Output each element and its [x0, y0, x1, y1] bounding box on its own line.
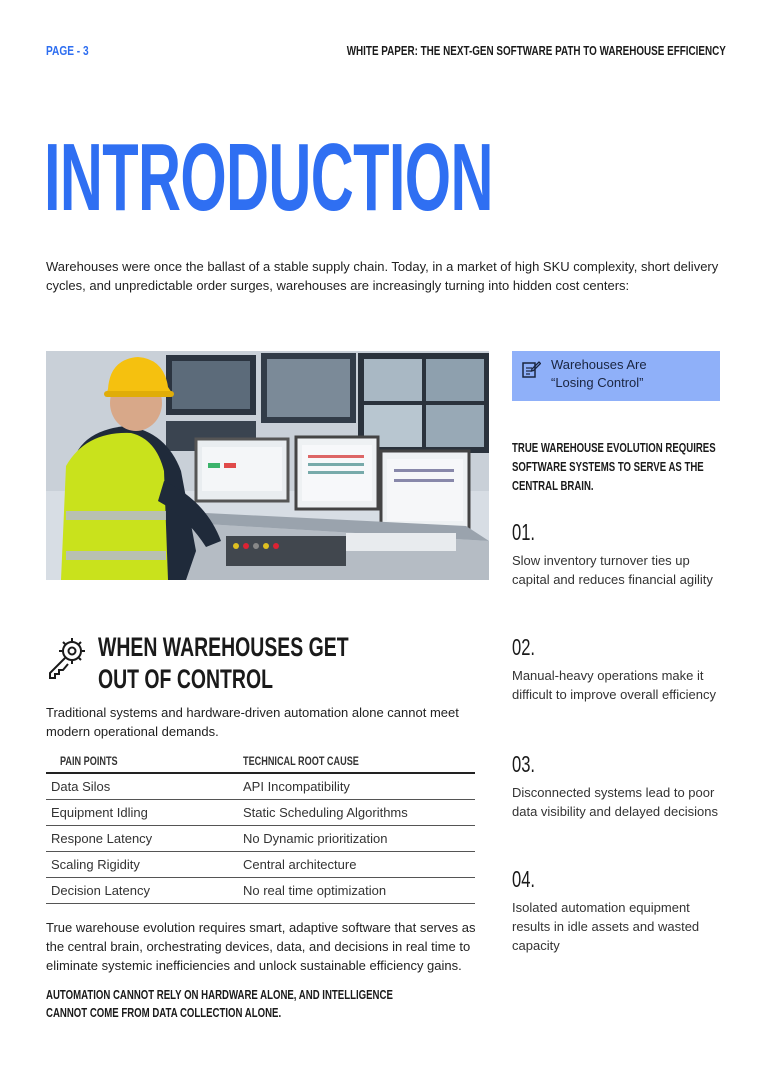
page-number: PAGE - 3: [46, 43, 89, 58]
central-brain-statement-text: TRUE WAREHOUSE EVOLUTION REQUIRES SOFTWARE SYSTEMS TO SERVE AS THE CENTRAL BRAIN.: [512, 440, 716, 493]
section-title-line-1: WHEN WAREHOUSES GET: [98, 632, 349, 662]
section-title-line-2: OUT OF CONTROL: [98, 664, 273, 694]
section-paragraph: Traditional systems and hardware-driven automation alone cannot meet modern operational demands.: [46, 705, 459, 739]
pain-points-table: [46, 752, 475, 904]
table-row: [46, 800, 475, 826]
point-number: 03.: [512, 751, 536, 777]
table-cell: No Dynamic prioritization: [243, 826, 475, 852]
control-room-illustration: [46, 351, 489, 580]
table-cell: Scaling Rigidity: [46, 852, 243, 878]
point-01: [512, 519, 727, 589]
table-cell: Equipment Idling: [46, 800, 243, 826]
section-title: [98, 631, 446, 695]
central-brain-statement: [512, 438, 752, 495]
callout-box: [512, 351, 720, 401]
closing-paragraph: True warehouse evolution requires smart, adaptive software that serves as the central brain, orchestrating devices, data, and decisions in real time to eliminate systemic inefficiencies and unlock sustainable efficiency gains.: [46, 920, 476, 973]
point-number: 04.: [512, 866, 536, 892]
table-cell: Decision Latency: [46, 878, 243, 904]
table-cell: API Incompatibility: [243, 773, 475, 800]
closing-statement-line-2: CANNOT COME FROM DATA COLLECTION ALONE.: [46, 1005, 282, 1020]
point-number: 02.: [512, 634, 536, 660]
running-title-text: WHITE PAPER: THE NEXT-GEN SOFTWARE PATH TO WAREHOUSE EFFICIENCY: [346, 43, 726, 58]
table-cell: Respone Latency: [46, 826, 243, 852]
page-title: INTRODUCTION: [44, 124, 493, 231]
running-title: [227, 43, 726, 58]
table-header: PAIN POINTS: [46, 752, 243, 773]
edit-note-icon: [521, 359, 541, 379]
callout-line-2: “Losing Control”: [551, 375, 644, 390]
point-03: [512, 751, 727, 821]
intro-paragraph: Warehouses were once the ballast of a stable supply chain. Today, in a market of high SKU complexity, short delivery cycles, and unpredictable order surges, warehouses are increasingly turning into hidden cost centers:: [46, 259, 719, 293]
point-text: Manual-heavy operations make it difficult to improve overall efficiency: [512, 668, 717, 702]
table-cell: Static Scheduling Algorithms: [243, 800, 475, 826]
control-room-photo: [46, 351, 489, 580]
table-row: [46, 773, 475, 800]
table-header-row: [46, 752, 475, 773]
closing-statement-line-1: AUTOMATION CANNOT RELY ON HARDWARE ALONE, AND INTELLIGENCE: [46, 987, 393, 1002]
table-cell: Central architecture: [243, 852, 475, 878]
table-row: [46, 852, 475, 878]
point-text: Slow inventory turnover ties up capital and reduces financial agility: [512, 553, 713, 587]
point-text: Disconnected systems lead to poor data visibility and delayed decisions: [512, 785, 718, 819]
closing-statement: [46, 986, 515, 1022]
point-number: 01.: [512, 519, 536, 545]
callout-text: [551, 356, 647, 392]
table-row: [46, 878, 475, 904]
table-cell: Data Silos: [46, 773, 243, 800]
key-gear-icon: [46, 637, 86, 681]
table-cell: No real time optimization: [243, 878, 475, 904]
table-row: [46, 826, 475, 852]
point-04: [512, 866, 727, 955]
table-header: TECHNICAL ROOT CAUSE: [243, 752, 475, 773]
callout-line-1: Warehouses Are: [551, 357, 647, 372]
point-text: Isolated automation equipment results in idle assets and wasted capacity: [512, 900, 700, 953]
point-02: [512, 634, 727, 704]
